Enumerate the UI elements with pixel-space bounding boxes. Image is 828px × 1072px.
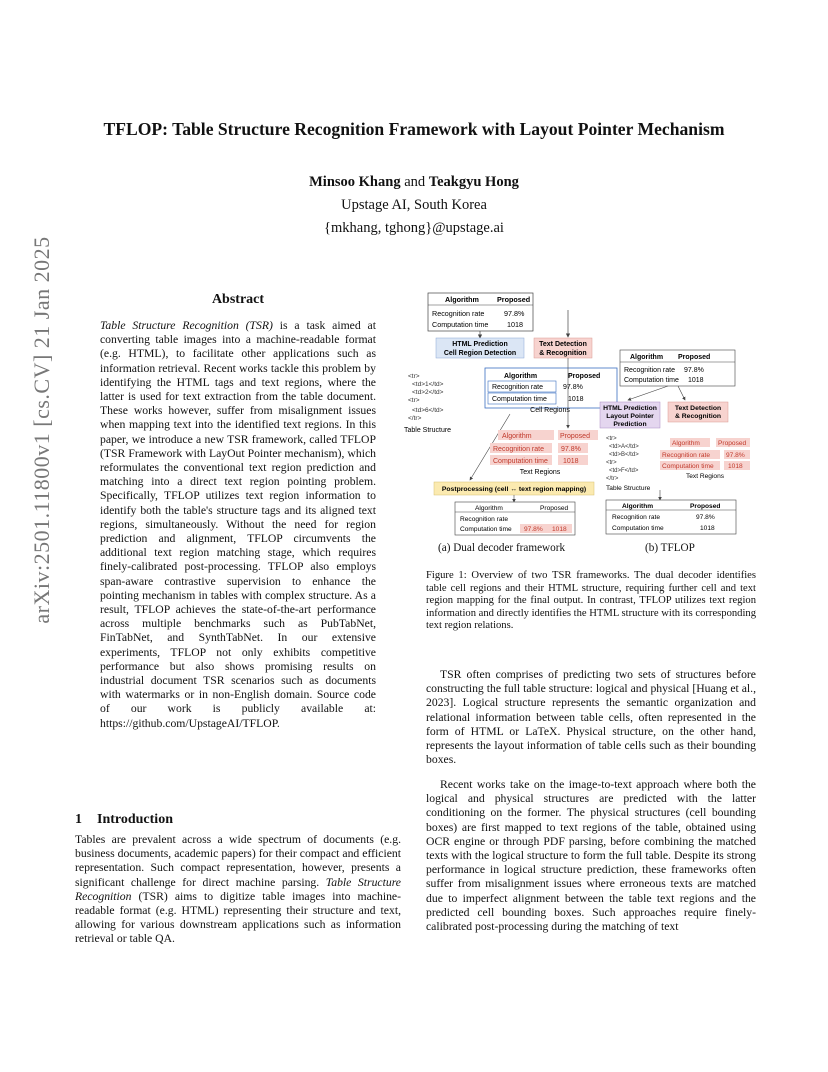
svg-text:Text Detection: Text Detection	[539, 341, 587, 348]
svg-text:<td>A</td>: <td>A</td>	[609, 444, 639, 450]
svg-text:<tr>: <tr>	[606, 436, 617, 442]
svg-text:<tr>: <tr>	[606, 460, 617, 466]
fig-a-output-table	[455, 502, 575, 535]
svg-text:Algorithm: Algorithm	[502, 433, 532, 440]
svg-text:97.8%: 97.8%	[524, 526, 543, 533]
svg-text:Cell Region Detection: Cell Region Detection	[443, 350, 517, 357]
figure-caption: Figure 1: Overview of two TSR frameworks. The dual decoder identifies table cell regions and their HTML structure, requiring further cell and text region mapping for the final output. In contrast, TFLOP utilizes text region information and directly identifies the HTML structure with its corresponding text region relations.	[426, 570, 756, 632]
svg-text:Text Regions: Text Regions	[685, 473, 725, 480]
svg-text:Proposed: Proposed	[690, 503, 721, 510]
fig-a-table-structure-label: Table Structure	[404, 427, 452, 434]
abstract-heading: Abstract	[211, 292, 265, 307]
intro-heading	[75, 812, 173, 828]
svg-text:Computation time: Computation time	[432, 320, 489, 329]
section-title: Introduction	[97, 812, 173, 827]
svg-text:</tr>: </tr>	[408, 415, 422, 422]
fig-b-metric-table	[620, 350, 735, 386]
fig-a-cell-regions	[485, 368, 617, 414]
svg-text:97.8%: 97.8%	[504, 309, 525, 318]
svg-text:Computation time: Computation time	[460, 526, 512, 533]
svg-text:Proposed: Proposed	[568, 373, 601, 380]
intro-term: Table Structure Recognition	[75, 875, 401, 903]
svg-text:1018: 1018	[728, 463, 743, 470]
svg-text:& Recognition: & Recognition	[539, 350, 587, 357]
svg-text:Proposed: Proposed	[497, 295, 531, 304]
svg-text:Postprocessing (cell ↔ text re: Postprocessing (cell ↔ text region mapping)	[441, 486, 587, 493]
svg-text:Proposed: Proposed	[540, 505, 569, 512]
svg-text:<td>2</td>: <td>2</td>	[412, 389, 444, 396]
svg-text:Prediction: Prediction	[613, 421, 647, 428]
svg-text:Recognition rate: Recognition rate	[624, 367, 675, 374]
abstract-body	[100, 319, 376, 731]
svg-text:HTML Prediction: HTML Prediction	[452, 341, 508, 348]
svg-text:<td>F</td>: <td>F</td>	[609, 468, 639, 474]
fig-a-html-snippet	[408, 373, 444, 422]
figure-caption-a: (a) Dual decoder framework	[438, 542, 566, 554]
fig-a-postprocessing-box	[434, 482, 594, 495]
svg-text:97.8%: 97.8%	[696, 514, 715, 521]
paper-title: TFLOP: Table Structure Recognition Framework with Layout Pointer Mechanism	[103, 119, 725, 139]
svg-text:Layout Pointer: Layout Pointer	[606, 413, 654, 420]
svg-text:1018: 1018	[700, 525, 715, 532]
svg-text:1018: 1018	[507, 320, 523, 329]
svg-text:1018: 1018	[552, 526, 567, 533]
email: {mkhang, tghong}@upstage.ai	[324, 220, 504, 236]
svg-text:& Recognition: & Recognition	[674, 413, 722, 420]
intro-text-a: Tables are prevalent across a wide spectrum of documents (e.g. business documents, academic papers) for their compact and efficient representation. Such compact representation, however, presents a significant challenge for direct machine parsing.	[75, 833, 401, 889]
svg-text:Recognition rate: Recognition rate	[662, 452, 711, 459]
fig-b-layout-pointer-box	[600, 402, 660, 428]
right-paragraph-2: Recent works take on the image-to-text approach where both the logical and physical structures are predicted with the latter conditioning on the former. The physical structures (cell bounding boxes) are first mapped to text regions of the table, obtained using OCR engine or through PDF parsing, before combining the matched texts with the logical structure to form the full table. Despite its strong performance in logical structure prediction, these frameworks often suffer from misalignment issues where erroneous texts are matched due to imperfect alignment between the table text regions and the predicted cell bounding boxes. Such approaches require finely-calibrated post-processing during the matching of text	[426, 778, 756, 934]
svg-text:Proposed: Proposed	[678, 354, 711, 361]
fig-b-html-snippet	[606, 436, 639, 482]
arxiv-sidebar	[22, 236, 62, 624]
svg-text:Algorithm: Algorithm	[475, 505, 503, 512]
fig-a-html-prediction-box	[436, 338, 524, 358]
svg-text:<tr>: <tr>	[408, 397, 420, 404]
figure-caption-b: (b) TFLOP	[645, 542, 695, 554]
svg-text:Proposed: Proposed	[718, 440, 747, 447]
svg-text:Cell Regions: Cell Regions	[530, 407, 570, 414]
svg-text:Algorithm: Algorithm	[504, 373, 538, 380]
svg-text:<td>1</td>: <td>1</td>	[412, 381, 444, 388]
intro-text-b: (TSR) aims to digitize table images into machine-readable format (e.g. HTML) representing their structure and text, allowing for various downstream applications such as information retrieval or table QA.	[75, 889, 401, 946]
svg-text:Computation time: Computation time	[493, 458, 548, 465]
fig-b-output-table	[606, 500, 736, 534]
intro-paragraph	[75, 833, 401, 947]
fig-a-text-regions	[490, 430, 598, 476]
svg-text:Algorithm: Algorithm	[630, 354, 664, 361]
author-and: and	[404, 174, 426, 190]
svg-text:Proposed: Proposed	[560, 433, 590, 440]
svg-text:Computation time: Computation time	[612, 525, 664, 532]
svg-text:Algorithm: Algorithm	[622, 503, 654, 510]
svg-text:</tr>: </tr>	[606, 476, 619, 482]
section-number: 1	[75, 812, 82, 827]
abstract-term: Table Structure Recognition (TSR)	[100, 319, 273, 332]
svg-text:1018: 1018	[688, 377, 704, 384]
figure-1	[400, 290, 770, 560]
svg-text:Recognition rate: Recognition rate	[432, 309, 485, 318]
fig-b-text-regions	[660, 438, 750, 480]
abstract-text: is a task aimed at converting table images into a machine-readable format (e.g. HTML), to facilitate other applications such as information retrieval. Recent works tackle this problem by identifying the HTML tags and text regions, where the latter is used for text extraction from the table document. These works however, suffer from misalignment issues when mapping text into the identified text regions. In this paper, we introduce a new TSR framework, called TFLOP (TSR Framework with LayOut Pointer mechanism), which reformulates the conventional text region prediction and matching into a direct text region pointing problem. Specifically, TFLOP utilizes text region information to identify both the table's structure tags and its aligned text regions, simultaneously. Without the need for region prediction and alignment, TFLOP circumvents the additional text region matching stage, which requires finely-calibrated post-processing. TFLOP also employs span-aware contrastive supervision to enhance the pointing mechanism in tables with complex structure. As a result, TFLOP achieves the state-of-the-art performance across multiple benchmarks such as PubTabNet, FinTabNet, and SynthTabNet. In our extensive experiments, TFLOP not only exhibits competitive performance but also shows promising results on industrial document TSR scenarios such as documents with watermarks or in non-English domain. Source code of our work is publicly available at: https://github.com/UpstageAI/TFLOP.	[100, 319, 376, 730]
arxiv-id: arXiv:2501.11800v1 [cs.CV] 21 Jan 2025	[29, 236, 54, 624]
svg-text:Text Detection: Text Detection	[674, 405, 722, 412]
svg-text:97.8%: 97.8%	[726, 452, 745, 459]
svg-text:Recognition rate: Recognition rate	[493, 446, 544, 453]
svg-text:<td>B</td>: <td>B</td>	[609, 452, 639, 458]
svg-text:Computation time: Computation time	[662, 463, 714, 470]
svg-text:Computation time: Computation time	[492, 396, 547, 403]
svg-text:97.8%: 97.8%	[563, 384, 583, 391]
svg-text:HTML Prediction: HTML Prediction	[603, 405, 657, 412]
fig-a-metric-table	[428, 293, 533, 331]
svg-text:<td>6</td>: <td>6</td>	[412, 407, 444, 414]
svg-text:Algorithm: Algorithm	[672, 440, 700, 447]
affiliation: Upstage AI, South Korea	[341, 197, 487, 213]
author-1: Minsoo Khang	[309, 174, 401, 190]
svg-text:Recognition rate: Recognition rate	[492, 384, 543, 391]
fig-b-text-detection-box	[668, 402, 728, 422]
fig-b-table-structure-label: Table Structure	[606, 485, 651, 492]
svg-text:97.8%: 97.8%	[561, 446, 581, 453]
svg-text:<tr>: <tr>	[408, 373, 420, 380]
svg-text:Algorithm: Algorithm	[445, 295, 479, 304]
author-2: Teakgyu Hong	[428, 174, 519, 190]
svg-text:Computation time: Computation time	[624, 377, 679, 384]
svg-text:Recognition rate: Recognition rate	[612, 514, 661, 521]
right-paragraph-1: TSR often comprises of predicting two sets of structures before constructing the full table structure: logical and physical [Huang et al., 2023]. Logical structure represents the semantic organization and relational information between table cells, often represented in the form of HTML or LaTeX. Physical structure, on the other hand, represents the layout information of table cells such as their bounding boxes.	[426, 668, 756, 767]
svg-text:Recognition rate: Recognition rate	[460, 516, 509, 523]
svg-text:Text Regions: Text Regions	[519, 469, 561, 476]
fig-a-text-detection-box	[534, 338, 592, 358]
svg-text:1018: 1018	[568, 396, 584, 403]
authors	[0, 174, 828, 191]
svg-text:97.8%: 97.8%	[684, 367, 704, 374]
svg-text:1018: 1018	[563, 458, 579, 465]
